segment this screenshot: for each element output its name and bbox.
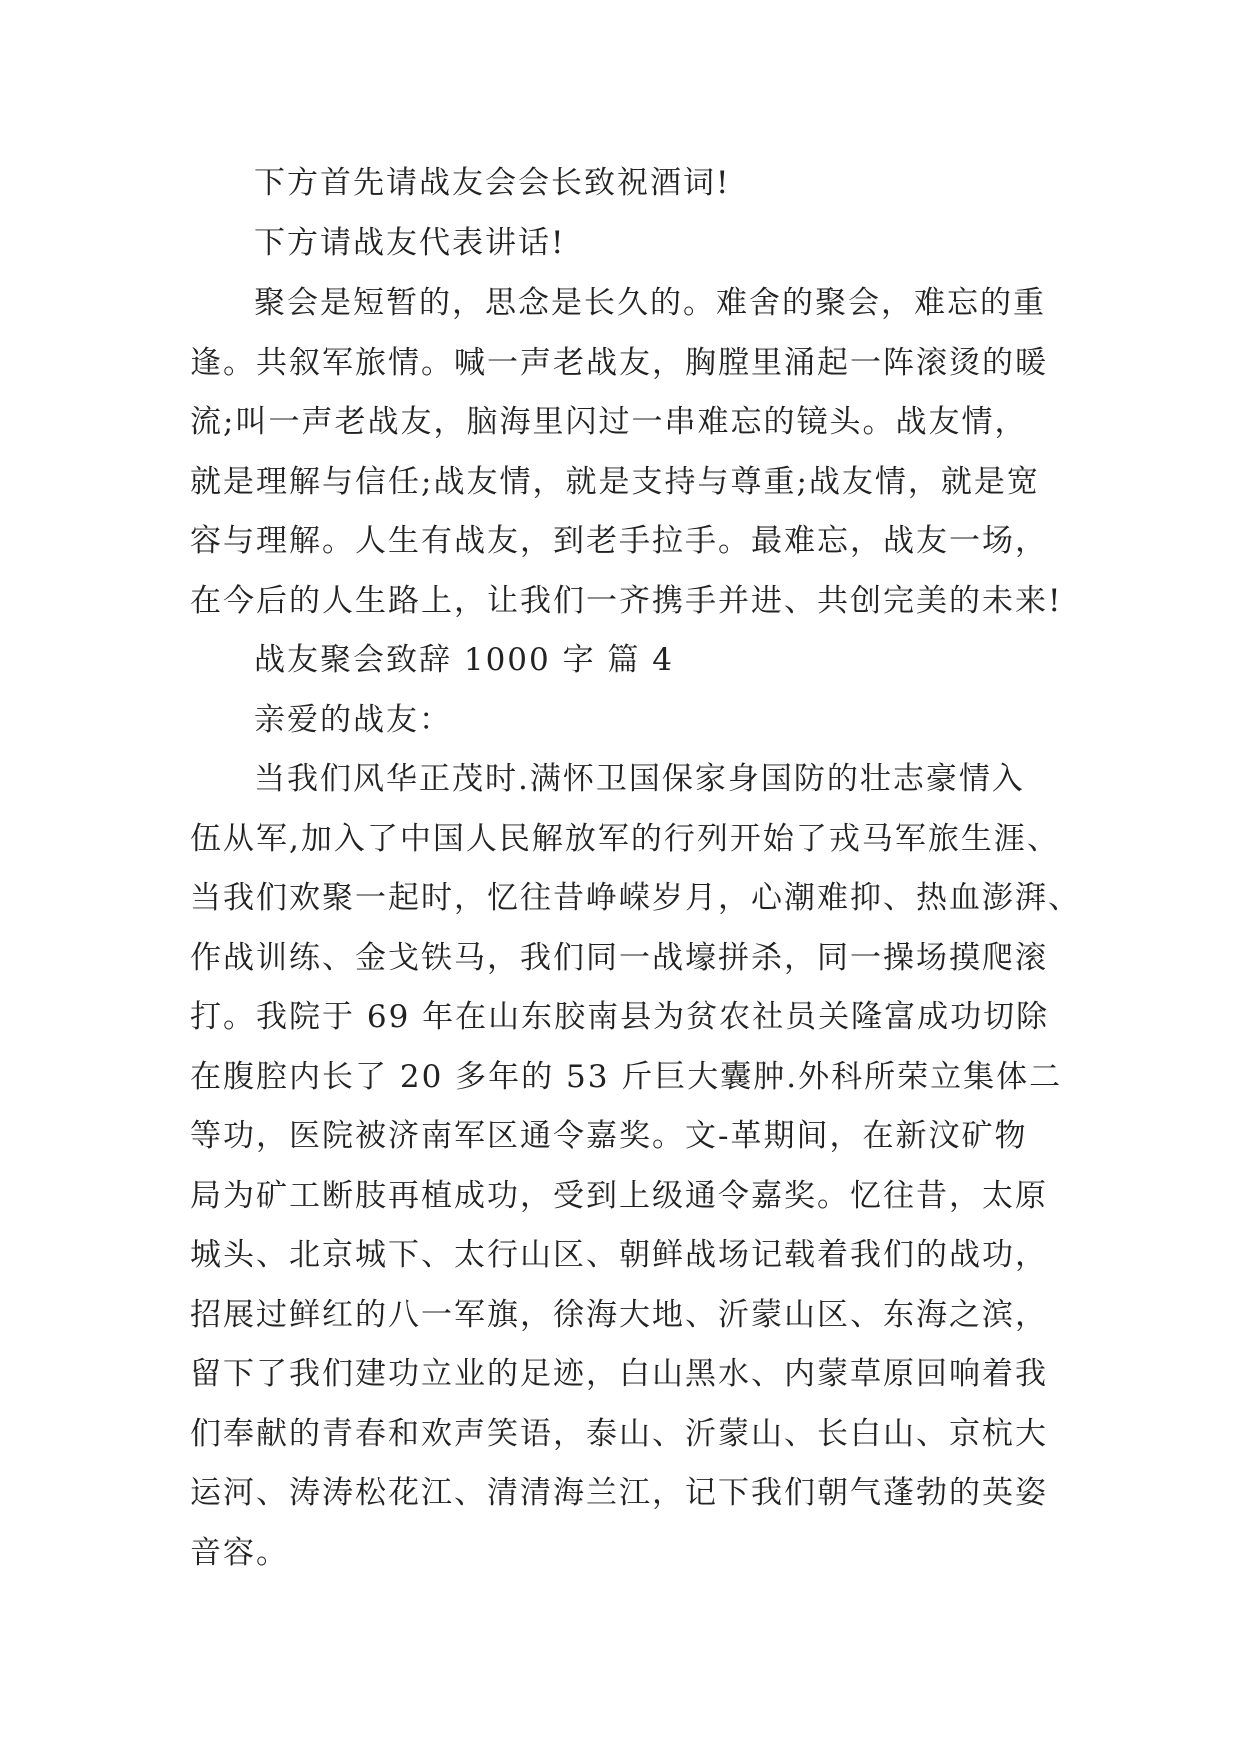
text-line-24: 音容。	[190, 1535, 289, 1571]
text-line-4: 逢。共叙军旅情。喊一声老战友，胸膛里涌起一阵滚烫的暖	[190, 345, 1048, 381]
text-line-14: 作战训练、金戈铁马，我们同一战壕拼杀，同一操场摸爬滚	[190, 940, 1048, 976]
section-heading: 战友聚会致辞 1000 字 篇 4	[254, 642, 675, 678]
text-line-22: 们奉献的青春和欢声笑语，泰山、沂蒙山、长白山、京杭大	[190, 1416, 1048, 1452]
text-line-7: 容与理解。人生有战友，到老手拉手。最难忘，战友一场，	[190, 523, 1048, 559]
text-line-8: 在今后的人生路上，让我们一齐携手并进、共创完美的未来!	[190, 583, 1063, 619]
text-line-23: 运河、涛涛松花江、清清海兰江，记下我们朝气蓬勃的英姿	[190, 1475, 1048, 1511]
text-line-18: 局为矿工断肢再植成功，受到上级通令嘉奖。忆往昔，太原	[190, 1178, 1048, 1214]
text-line-3: 聚会是短暂的，思念是长久的。难舍的聚会，难忘的重	[254, 285, 1046, 321]
text-line-17: 等功，医院被济南军区通令嘉奖。文-革期间，在新汶矿物	[190, 1118, 1028, 1154]
text-line-21: 留下了我们建功立业的足迹，白山黑水、内蒙草原回响着我	[190, 1356, 1048, 1392]
text-line-19: 城头、北京城下、太行山区、朝鲜战场记载着我们的战功，	[190, 1237, 1048, 1273]
text-line-5: 流;叫一声老战友，脑海里闪过一串难忘的镜头。战友情，	[190, 404, 1028, 440]
text-line-11: 当我们风华正茂时.满怀卫国保家身国防的壮志豪情入	[254, 761, 1025, 797]
text-line-16: 在腹腔内长了 20 多年的 53 斤巨大囊肿.外科所荣立集体二	[190, 1059, 1063, 1095]
text-line-2: 下方请战友代表讲话!	[254, 225, 566, 261]
salutation: 亲爱的战友：	[254, 702, 452, 738]
text-line-1: 下方首先请战友会会长致祝酒词!	[254, 165, 731, 201]
text-line-20: 招展过鲜红的八一军旗，徐海大地、沂蒙山区、东海之滨，	[190, 1297, 1048, 1333]
text-line-12: 伍从军,加入了中国人民解放军的行列开始了戎马军旅生涯、	[190, 821, 1060, 857]
text-line-6: 就是理解与信任;战友情，就是支持与尊重;战友情，就是宽	[190, 464, 1040, 500]
text-line-15: 打。我院于 69 年在山东胶南县为贫农社员关隆富成功切除	[190, 999, 1050, 1035]
text-line-13: 当我们欢聚一起时，忆往昔峥嵘岁月，心潮难抑、热血澎湃、	[190, 880, 1081, 916]
